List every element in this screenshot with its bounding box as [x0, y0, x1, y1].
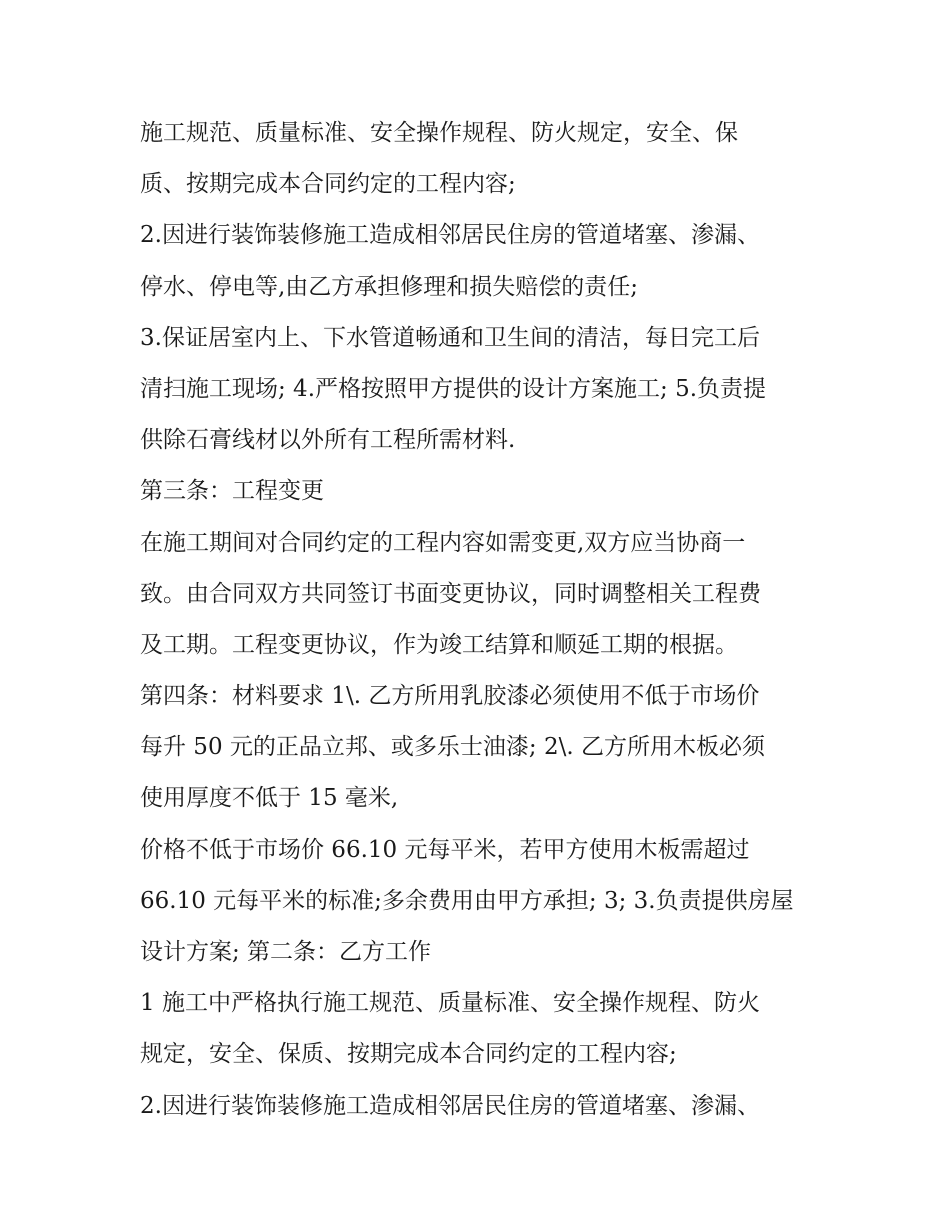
- text-line: 价格不低于市场价 66.10 元每平米，若甲方使用木板需超过: [140, 836, 750, 863]
- text-line: 停水、停电等,由乙方承担修理和损失赔偿的责任;: [140, 273, 639, 300]
- text-line: 2.因进行装饰装修施工造成相邻居民住房的管道堵塞、渗漏、: [140, 222, 760, 249]
- text-line: 在施工期间对合同约定的工程内容如需变更,双方应当协商一: [140, 529, 746, 556]
- document-body: [140, 108, 830, 1132]
- text-line: 致。由合同双方共同签订书面变更协议，同时调整相关工程费: [140, 580, 761, 607]
- text-line: 规定，安全、保质、按期完成本合同约定的工程内容;: [140, 1041, 677, 1068]
- text-line: 66.10 元每平米的标准;多余费用由甲方承担; 3; 3.负责提供房屋: [140, 887, 794, 914]
- text-line: 供除石膏线材以外所有工程所需材料.: [140, 427, 516, 454]
- text-line: 1 施工中严格执行施工规范、质量标准、安全操作规程、防火: [140, 990, 760, 1017]
- text-line: 第四条：材料要求 1\. 乙方所用乳胶漆必须使用不低于市场价: [140, 683, 760, 710]
- text-line: 质、按期完成本合同约定的工程内容;: [140, 171, 516, 198]
- text-line: 施工规范、质量标准、安全操作规程、防火规定，安全、保: [140, 120, 738, 146]
- text-line: 每升 50 元的正品立邦、或多乐士油漆; 2\. 乙方所用木板必须: [140, 734, 765, 761]
- text-line: 清扫施工现场; 4.严格按照甲方提供的设计方案施工; 5.负责提: [140, 375, 767, 402]
- text-line: 及工期。工程变更协议，作为竣工结算和顺延工期的根据。: [140, 631, 738, 658]
- text-line: 3.保证居室内上、下水管道畅通和卫生间的清洁，每日完工后: [140, 324, 760, 351]
- text-line: 2.因进行装饰装修施工造成相邻居民住房的管道堵塞、渗漏、: [140, 1092, 760, 1119]
- text-line: 使用厚度不低于 15 毫米,: [140, 785, 399, 812]
- section-heading: 第三条：工程变更: [140, 478, 324, 505]
- text-line: 设计方案; 第二条：乙方工作: [140, 939, 432, 965]
